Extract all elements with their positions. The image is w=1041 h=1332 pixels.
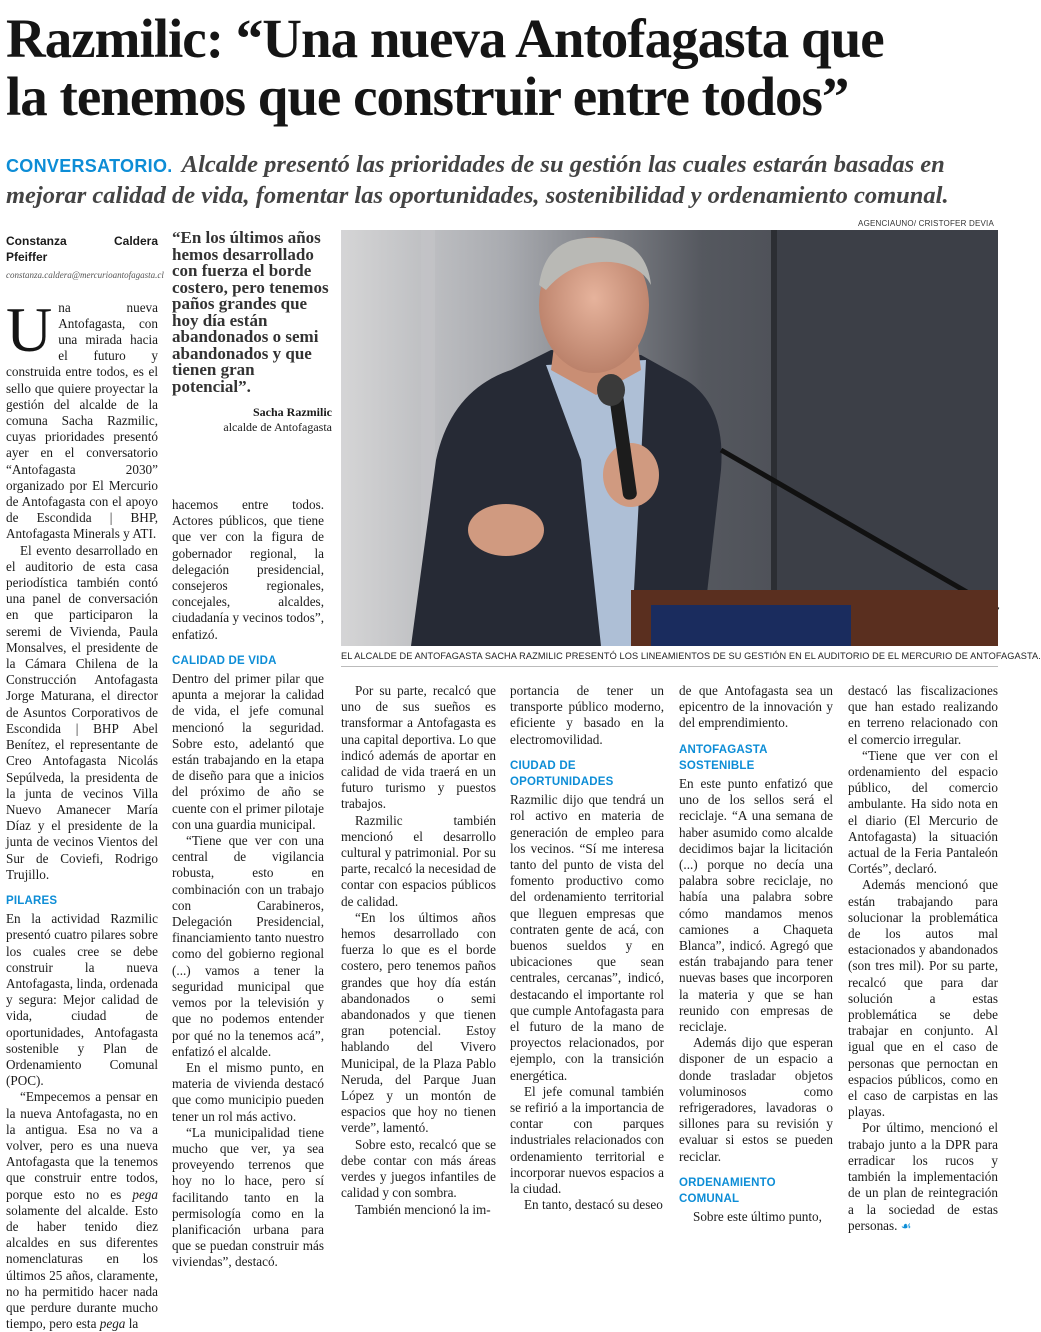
headline-line-1: Razmilic: “Una nueva Antofagasta que bbox=[6, 8, 884, 69]
paragraph: Dentro del primer pilar que apunta a mejorar la calidad de vida, el jefe comunal mencionó la seguridad. Sobre esto, adelantó que están trabajando en la etapa de diseño para que a inicios del próximo de año se cuente con el primer pilotaje con una guardia municipal. bbox=[172, 671, 324, 832]
paragraph: Sobre esto, recalcó que se debe contar con más áreas verdes y juegos infantiles de calidad y con sombra. bbox=[341, 1136, 496, 1201]
paragraph: En tanto, destacó su deseo bbox=[524, 1197, 663, 1213]
column-4 bbox=[510, 683, 664, 1214]
paragraph: Sobre este último punto, bbox=[693, 1209, 822, 1225]
article-photo bbox=[341, 230, 998, 646]
paragraph: En este punto enfatizó que uno de los sellos será el reciclaje. “A una semana de haber asumido como alcalde decidimos bajar la licitación (...) porque no decía una palabra sobre reciclaje, no había una palabra sobre cómo mandamos menos camiones a Chaqueta Blanca”, indicó. Agregó que están trabajando para tener nuevas bases que incorporen la materia y que se han reunido con empresas de reciclaje. bbox=[679, 776, 833, 1035]
paragraph: destacó las fiscalizaciones que han estado realizando en terreno relacionado con el comercio irregular. bbox=[848, 683, 998, 747]
pull-quote-name: Sacha Razmilic bbox=[253, 405, 332, 419]
paragraph: El evento desarrollado en el auditorio de esta casa periodística también contó una panel de conversación en que participaron la seremi de Vivienda, Paula Monsalves, el presidente de la Cámara Chilena de la Construcción Antofagasta Jorge Maturana, el director de Asuntos Corporativos de Escondida | BHP Abel Benítez, el representante de Creo Antofagasta Nicolás Sepúlveda, la presidenta de la junta de vecinos Villa Nuevo Amanecer María Díaz y el presidente de la junta de vecinos Vientos del Sur de Coviefi, Rodrigo Trujillo. bbox=[6, 542, 158, 882]
paragraph: hacemos entre todos. Actores públicos, que tiene que ver con la figura de gobernador regional, la delegación presidencial, consejeros regionales, concejales, alcaldes, ciudadanía y vecinos todos”, enfatizó. bbox=[172, 497, 324, 642]
speaker-illustration bbox=[341, 230, 998, 646]
paragraph: En la actividad Razmilic presentó cuatro pilares sobre los cuales cree se debe construir la nueva Antofagasta, linda, ordenada y segura: Mejor calidad de vida, ciudad de oportunidades, Antofagasta sostenible y Plan de Ordenamiento Comunal (POC). bbox=[6, 911, 158, 1089]
paragraph: Por último, mencionó el trabajo junto a la DPR para erradicar los rucos y también la implementación de un plan de reintegración a la sociedad de estas personas. ☙ bbox=[848, 1120, 998, 1233]
headline-line-2: la tenemos que construir entre todos” bbox=[6, 66, 849, 127]
deck bbox=[6, 150, 996, 210]
column-2 bbox=[172, 497, 324, 1271]
paragraph: Además dijo que esperan disponer de un espacio a donde trasladar objetos voluminosos como refrigeradores, lavadoras o sillones para su revisión y evaluar si estos se pueden reciclar. bbox=[679, 1035, 833, 1164]
pull-quote-role: alcalde de Antofagasta bbox=[223, 420, 332, 434]
column-1 bbox=[6, 233, 164, 1332]
paragraph: También mencionó la im- bbox=[355, 1201, 491, 1217]
subhead-antofagasta-sostenible: ANTOFAGASTA SOSTENIBLE bbox=[679, 743, 768, 772]
subhead-pilares: PILARES bbox=[6, 894, 58, 907]
drop-cap: U bbox=[6, 293, 53, 365]
paragraph: En el mismo punto, en materia de vivienda destacó que como municipio pueden tener un rol más activo. bbox=[172, 1059, 324, 1124]
paragraph: de que Antofagasta sea un epicentro de la innovación y del emprendimiento. bbox=[679, 683, 833, 731]
deck-text: Alcalde presentó las prioridades de su gestión las cuales estarán basadas en mejorar calidad de vida, fomentar las oportunidades, sostenibilidad y ordenamiento comunal. bbox=[6, 151, 949, 209]
paragraph: Además mencionó que están trabajando para solucionar la problemática de los autos mal estacionados y abandonados (son tres mil). Por su parte, recalcó que para dar solución a estas problemática se debe trabajar en conjunto. Al igual que en el caso de personas que pernoctan en espacios públicos, como en el caso de carpistas en las playas. bbox=[848, 877, 998, 1120]
subhead-calidad-de-vida: CALIDAD DE VIDA bbox=[172, 654, 277, 667]
paragraph: Una nueva Antofagasta, con una mirada hacia el futuro y construida entre todos, es el sello que quiere proyectar la gestión del alcalde de la comuna Sacha Razmilic, cuyas prioridades presentó ayer en el conversatorio “Antofagasta 2030” organizado por El Mercurio de Antofagasta con el apoyo de Escondida | BHP, Antofagasta Minerals y ATI. bbox=[6, 293, 158, 542]
paragraph: “En los últimos años hemos desarrollado con fuerza lo que es el borde costero, pero tenemos paños grandes que hoy día están abandonados o semi abandonados y que tienen gran potencial. Estoy hablando del Vivero Municipal, de la Plaza Pablo Neruda, del Parque Juan López y un montón de espacios que hoy no tienen verde”, lamentó. bbox=[341, 909, 496, 1136]
paragraph: “Tiene que ver con el ordenamiento del espacio público, del comercio ambulante. Ha sido nota en el diario (El Mercurio de Antofagasta) la situación actual de la Feria Pantaleón Cortés”, declaró. bbox=[848, 747, 998, 877]
subhead-ciudad-de-oportunidades: CIUDAD DE OPORTUNIDADES bbox=[510, 759, 614, 789]
pull-quote bbox=[172, 230, 332, 435]
paragraph: Por su parte, recalcó que uno de sus sueños es transformar a Antofagasta es una capital deportiva. Lo que indicó además de aportar en calidad de vida traerá en un futuro turismo y puestos trabajos. bbox=[341, 683, 496, 812]
author-byline: Constanza Caldera Pfeiffer bbox=[6, 234, 158, 265]
paragraph: portancia de tener un transporte público moderno, eficiente y basado en la electromovilidad. bbox=[510, 683, 664, 747]
column-3 bbox=[341, 683, 496, 1218]
paragraph: Razmilic también mencionó el desarrollo cultural y patrimonial. Por su parte, recalcó la necesidad de contar con espacios públicos de calidad. bbox=[341, 812, 496, 909]
photo-credit: AGENCIAUNO/ CRISTOFER DEVIA bbox=[858, 219, 994, 228]
subhead-ordenamiento-comunal: ORDENAMIENTO COMUNAL bbox=[679, 1176, 776, 1206]
paragraph: “Empecemos a pensar en la nueva Antofagasta, no en la antigua. Esa no va a volver, pero es una nueva Antofagasta que la tenemos que construir entre todos, porque esto no es pega solamente del alcalde. Esto de haber tenido diez alcaldes en sus diferentes nomenclaturas en los últimos 25 años, claramente, no ha permitido hacer nada que perdure durante mucho tiempo, pero esta pega la bbox=[6, 1089, 158, 1332]
caption-divider bbox=[341, 666, 998, 667]
photo-caption: EL ALCALDE DE ANTOFAGASTA SACHA RAZMILIC PRESENTÓ LOS LINEAMIENTOS DE SU GESTIÓN EN EL AUDITORIO DE EL MERCURIO DE ANTOFAGASTA. bbox=[341, 651, 1041, 661]
pull-quote-text: “En los últimos años hemos desarrollado con fuerza el borde costero, pero tenemos paños grandes que hoy día están abandonados o semi abandonados y que tienen gran potencial”. bbox=[172, 228, 329, 396]
paragraph: Razmilic dijo que tendrá un rol activo en materia de generación de empleo para los vecinos. “Sí me interesa tanto del punto de vista del fomento productivo como del ordenamiento territorial que lleguen empresas que contraten gente de acá, con buenos sueldos y en ubicaciones que sean centrales, cercanas”, indicó, destacando el importante rol que cumple Antofagasta para el futuro de la mano de proyectos relacionados, por ejemplo, con la transición energética. bbox=[510, 792, 664, 1083]
column-6 bbox=[848, 683, 998, 1234]
paragraph: “La municipalidad tiene mucho que ver, ya sea proveyendo terrenos que hoy no lo hace, pero sí facilitando tanto en la permisología como en la planificación urbana para que se puedan construir más viviendas”, destacó. bbox=[172, 1124, 324, 1270]
end-mark-icon: ☙ bbox=[900, 1218, 912, 1233]
column-5 bbox=[679, 683, 833, 1226]
headline bbox=[6, 10, 996, 126]
author-email: constanza.caldera@mercurioantofagasta.cl bbox=[6, 270, 164, 281]
paragraph: El jefe comunal también se refirió a la importancia de contar con parques industriales relacionados con ordenamiento territorial e incorporar nuevos espacios a la ciudad. bbox=[510, 1083, 664, 1197]
kicker: CONVERSATORIO. bbox=[6, 156, 173, 176]
paragraph: “Tiene que ver con una central de vigilancia robusta, esto en combinación con un trabajo con Carabineros, Delegación Presidencial, financiamiento tanto nuestro como del gobierno regional (...) vamos a tener la seguridad municipal que vemos por la televisión y que no podemos entender por qué no la tenemos acá”, enfatizó el alcalde. bbox=[172, 833, 324, 1059]
